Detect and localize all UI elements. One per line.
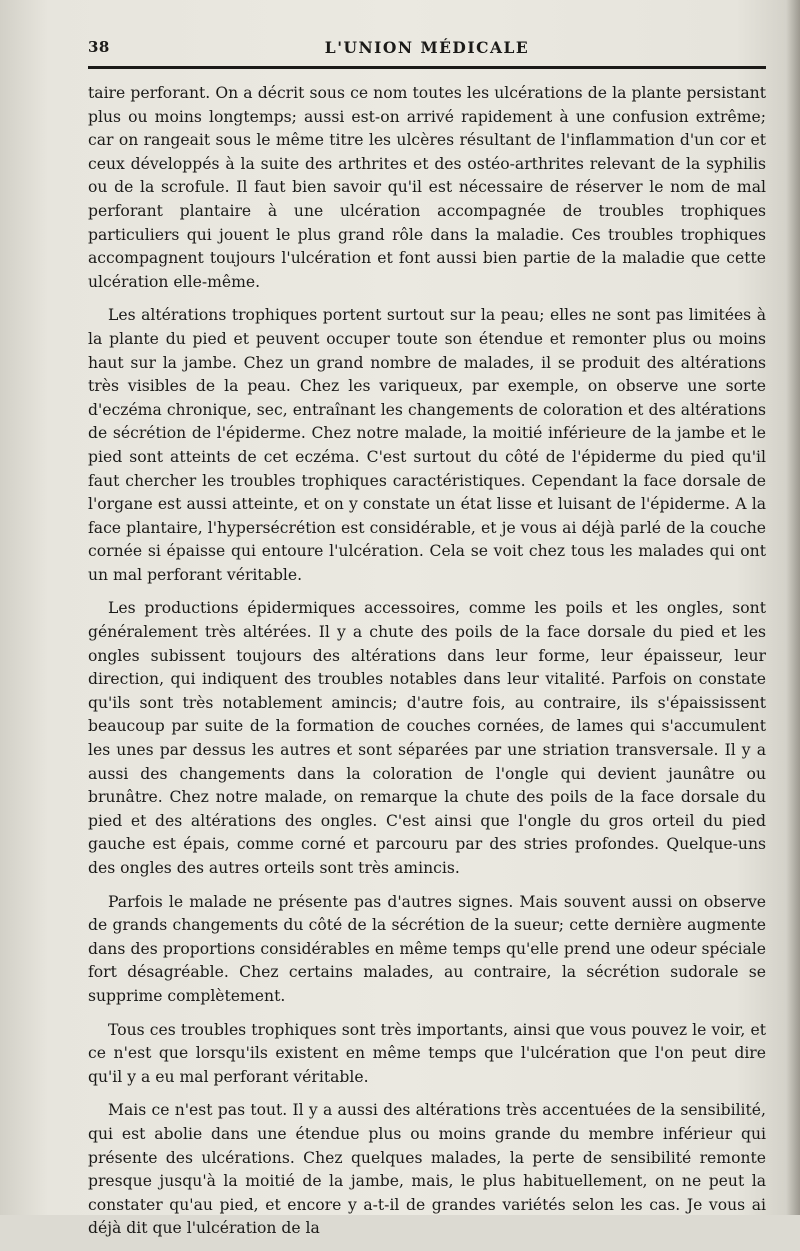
running-title: L'UNION MÉDICALE [324, 38, 530, 57]
paragraph-1: taire perforant. On a décrit sous ce nom toutes les ulcérations de la plante persistant plus ou moins longtemps; aussi est-on arrivé rapidement à une confusion extrême; car on rangeait sous le même titre les ulcères résultant de l'inflammation d'un cor et ceux développés à la suite des arthrites et des ostéo-arthrites relevant de la syphilis ou de la scrofule. Il faut bien savoir qu'il est nécessaire de réserver le nom de mal perforant plantaire à une ulcération accompagnée de troubles trophiques particuliers qui jouent le plus grand rôle dans la maladie. Ces troubles trophiques accompagnent toujours l'ulcération et font aussi bien partie de la maladie que cette ulcération elle-même. [88, 84, 766, 291]
page-number: 38 [88, 38, 110, 56]
paragraph-2: Les altérations trophiques portent surtout sur la peau; elles ne sont pas limitées à la plante du pied et peuvent occuper toute son étendue et remonter plus ou moins haut sur la jambe. Chez un grand nombre de malades, il se produit des altérations très visibles de la peau. Chez les variqueux, par exemple, on observe une sorte d'eczéma chronique, sec, entraînant les changements de coloration et des altérations de sécrétion de l'épiderme. Chez notre malade, la moitié inférieure de la jambe et le pied sont atteints de cet eczéma. C'est surtout du côté de l'épiderme du pied qu'il faut chercher les troubles trophiques caractéristiques. Cependant la face dorsale de l'organe est aussi atteinte, et on y constate un état lisse et luisant de l'épiderme. A la face plantaire, l'hypersécrétion est considérable, et je vous ai déjà parlé de la couche cornée si épaisse qui entoure l'ulcération. Cela se voit chez tous les malades qui ont un mal perforant véritable. [88, 306, 766, 584]
page-edge-shadow [786, 0, 800, 1215]
paragraph-6: Mais ce n'est pas tout. Il y a aussi des altérations très accentuées de la sensibilité, qui est abolie dans une étendue plus ou moins grande du membre inférieur qui présente des ulcérations. Chez quelques malades, la perte de sensibilité remonte presque jusqu'à la moitié de la jambe, mais, le plus habituellement, on ne peut la constater qu'au pied, et encore y a-t-il de grandes variétés selon les cas. Je vous ai déjà dit que l'ulcération de la [88, 1101, 766, 1238]
article-body [88, 82, 766, 1251]
paragraph-5: Tous ces troubles trophiques sont très importants, ainsi que vous pouvez le voir, et ce n'est que lorsqu'ils existent en même temps que l'ulcération que l'on peut dire qu'il y a eu mal perforant véritable. [88, 1020, 766, 1086]
header-rule [88, 66, 766, 69]
page-header [88, 38, 766, 66]
paragraph-4: Parfois le malade ne présente pas d'autres signes. Mais souvent aussi on observe de grands changements du côté de la sécrétion de la sueur; cette dernière augmente dans des proportions considérables en même temps qu'elle prend une odeur spéciale fort désagréable. Chez certains malades, au contraire, la sécrétion sudorale se supprime complètement. [88, 892, 766, 1005]
paragraph-3: Les productions épidermiques accessoires, comme les poils et les ongles, sont généralement très altérées. Il y a chute des poils de la face dorsale du pied et les ongles subissent toujours des altérations dans leur forme, leur épaisseur, leur direction, qui indiquent des troubles notables dans leur vitalité. Parfois on constate qu'ils sont très notablement amincis; d'autre fois, au contraire, ils s'épaississent beaucoup par suite de la formation de couches cornées, de lames qui s'accumulent les unes par dessus les autres et sont séparées par une striation transversale. Il y a aussi des changements dans la coloration de l'ongle qui devient jaunâtre ou brunâtre. Chez notre malade, on remarque la chute des poils de la face dorsale du pied et des altérations des ongles. C'est ainsi que l'ongle du gros orteil du pied gauche est épais, comme corné et parcouru par des stries profondes. Quelque-uns des ongles des autres orteils sont très amincis. [88, 599, 766, 877]
